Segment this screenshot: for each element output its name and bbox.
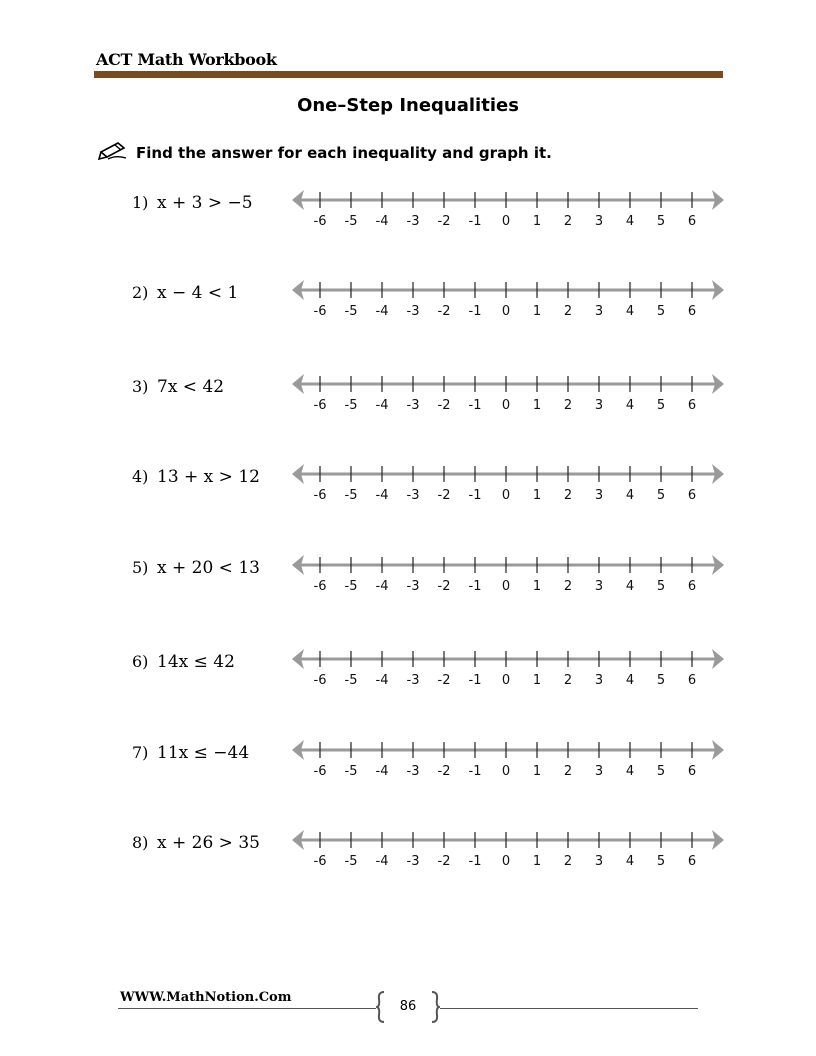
tick-label: 4 [625,854,635,869]
number-line[interactable] [288,644,728,694]
instruction [98,140,552,165]
problem-number: 2) [132,283,149,302]
footer-rule-right [440,1008,698,1009]
tick-label: 6 [687,214,697,229]
tick-label: -1 [468,673,482,688]
problem-number: 4) [132,467,149,486]
page-title: One–Step Inequalities [297,95,519,116]
tick-label: -1 [468,398,482,413]
tick-label: -2 [437,673,451,688]
tick-label: -5 [344,579,358,594]
header-title: ACT Math Workbook [96,50,277,69]
tick-label: 0 [501,764,511,779]
page-number: 86 [399,999,417,1014]
pencil-icon [98,140,128,165]
number-line[interactable] [288,369,728,419]
tick-label: -5 [344,304,358,319]
tick-label: -2 [437,854,451,869]
tick-label: -3 [406,764,420,779]
problem-row [0,377,816,437]
tick-label: -3 [406,214,420,229]
problem-number: 3) [132,377,149,396]
tick-label: -2 [437,214,451,229]
problem-expression: 13 + x > 12 [157,467,260,487]
problem-number: 6) [132,652,149,671]
tick-label: 5 [656,764,666,779]
tick-label: 3 [594,854,604,869]
tick-label: -5 [344,854,358,869]
footer-website: WWW.MathNotion.Com [120,990,292,1005]
tick-label: -4 [375,304,389,319]
tick-label: 6 [687,854,697,869]
problem-row [0,833,816,893]
tick-label: -4 [375,488,389,503]
number-line[interactable] [288,459,728,509]
tick-label: 0 [501,488,511,503]
tick-label: 0 [501,398,511,413]
tick-label: 2 [563,214,573,229]
tick-label: 4 [625,398,635,413]
tick-label: 5 [656,488,666,503]
tick-label: 4 [625,579,635,594]
tick-label: 1 [532,304,542,319]
tick-label: -2 [437,488,451,503]
tick-label: 3 [594,764,604,779]
tick-label: 5 [656,398,666,413]
tick-label: -5 [344,488,358,503]
tick-label: -3 [406,673,420,688]
tick-label: 2 [563,579,573,594]
tick-label: -4 [375,854,389,869]
tick-label: 2 [563,764,573,779]
tick-label: -5 [344,214,358,229]
problem-expression: 14x ≤ 42 [157,652,235,672]
tick-label: 6 [687,398,697,413]
tick-label: -4 [375,214,389,229]
tick-label: -3 [406,579,420,594]
problem-expression: x + 20 < 13 [157,558,260,578]
tick-label: -1 [468,764,482,779]
problem-row [0,558,816,618]
number-line[interactable] [288,550,728,600]
tick-label: 5 [656,304,666,319]
problem-row [0,283,816,343]
problem-expression: 7x < 42 [157,377,225,397]
tick-label: 5 [656,854,666,869]
tick-label: -3 [406,488,420,503]
tick-label: 0 [501,854,511,869]
tick-label: 3 [594,214,604,229]
number-line[interactable] [288,825,728,875]
tick-label: 2 [563,673,573,688]
tick-label: -2 [437,304,451,319]
instruction-text: Find the answer for each inequality and graph it. [136,143,552,162]
tick-label: 3 [594,673,604,688]
tick-label: 5 [656,579,666,594]
problem-number: 5) [132,558,149,577]
tick-label: 4 [625,214,635,229]
tick-label: 0 [501,579,511,594]
problem-expression: 11x ≤ −44 [157,743,250,763]
tick-label: -5 [344,398,358,413]
tick-label: 2 [563,304,573,319]
problem-number: 8) [132,833,149,852]
tick-label: -5 [344,764,358,779]
tick-label: -4 [375,673,389,688]
tick-label: 4 [625,673,635,688]
footer-page [376,990,440,1024]
number-line[interactable] [288,735,728,785]
tick-label: -3 [406,304,420,319]
tick-label: -1 [468,854,482,869]
tick-label: 4 [625,488,635,503]
tick-label: 4 [625,764,635,779]
tick-label: 3 [594,304,604,319]
tick-label: 4 [625,304,635,319]
tick-label: 6 [687,579,697,594]
tick-label: 1 [532,673,542,688]
tick-label: 2 [563,398,573,413]
tick-label: -6 [313,488,327,503]
tick-label: -1 [468,304,482,319]
tick-label: 3 [594,488,604,503]
header-rule [94,71,723,78]
number-line[interactable] [288,275,728,325]
tick-label: 2 [563,854,573,869]
tick-label: 3 [594,579,604,594]
tick-label: -2 [437,579,451,594]
footer-rule-left [118,1008,376,1009]
problem-expression: x + 26 > 35 [157,833,260,853]
tick-label: -5 [344,673,358,688]
tick-label: 5 [656,214,666,229]
tick-label: -4 [375,398,389,413]
tick-label: 3 [594,398,604,413]
tick-label: -1 [468,488,482,503]
tick-label: 6 [687,488,697,503]
tick-label: -3 [406,398,420,413]
tick-label: -2 [437,764,451,779]
problem-row [0,467,816,527]
problem-row [0,193,816,253]
tick-label: -1 [468,214,482,229]
tick-label: 1 [532,398,542,413]
tick-label: 6 [687,764,697,779]
tick-label: -6 [313,398,327,413]
tick-label: -6 [313,673,327,688]
tick-label: 6 [687,673,697,688]
tick-label: -4 [375,579,389,594]
number-line[interactable] [288,185,728,235]
tick-label: 5 [656,673,666,688]
problem-number: 1) [132,193,149,212]
problem-number: 7) [132,743,149,762]
tick-label: -6 [313,764,327,779]
problem-row [0,743,816,803]
tick-label: -6 [313,214,327,229]
tick-label: 1 [532,214,542,229]
tick-label: 0 [501,673,511,688]
tick-label: -6 [313,579,327,594]
tick-label: 1 [532,764,542,779]
problem-expression: x − 4 < 1 [157,283,239,303]
problem-expression: x + 3 > −5 [157,193,253,213]
tick-label: -3 [406,854,420,869]
tick-label: -6 [313,304,327,319]
problem-row [0,652,816,712]
tick-label: 1 [532,854,542,869]
tick-label: -2 [437,398,451,413]
tick-label: -1 [468,579,482,594]
tick-label: 1 [532,579,542,594]
tick-label: -6 [313,854,327,869]
tick-label: 0 [501,214,511,229]
tick-label: 0 [501,304,511,319]
tick-label: 1 [532,488,542,503]
tick-label: 6 [687,304,697,319]
tick-label: 2 [563,488,573,503]
tick-label: -4 [375,764,389,779]
